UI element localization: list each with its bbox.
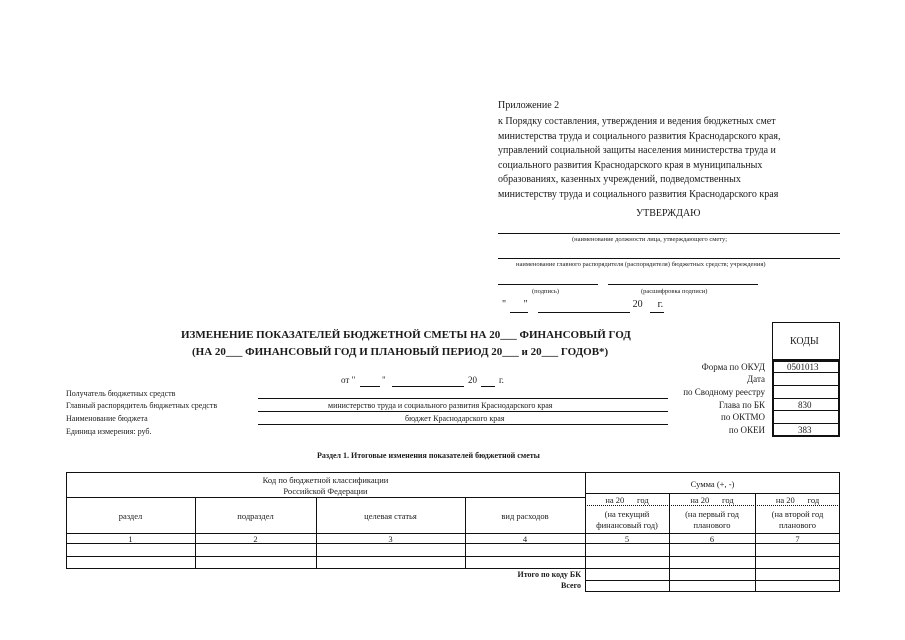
year-col-line1: (на текущий (604, 509, 650, 519)
table-col-rule (465, 497, 466, 569)
appendix-line: к Порядку составления, утверждения и ведения бюджетных смет (498, 116, 776, 127)
year-col-year: на 20 год (605, 495, 649, 505)
code-value: 0501013 (787, 362, 819, 372)
col-number: 2 (253, 534, 258, 544)
code-header2: Российской Федерации (283, 486, 368, 496)
year-col-year: на 20 год (775, 495, 820, 505)
appendix-title: Приложение 2 (498, 100, 560, 111)
col-header-target: целевая статья (364, 511, 417, 521)
manager-value: министерство труда и социального развития Краснодарского края (328, 401, 553, 410)
date-month-line (392, 386, 464, 387)
appendix-line: социального развития Краснодарского края в муниципальных (498, 159, 763, 171)
unit-label: Единица измерения: руб. (66, 427, 152, 436)
approve-date-line: " " 20 г. (502, 299, 664, 310)
signature-line (498, 284, 598, 285)
code-label: по ОКТМО (721, 412, 765, 422)
approve-org-line (498, 258, 840, 259)
year-col-line2: финансовый год) (596, 520, 658, 530)
code-label: Форма по ОКУД (701, 362, 765, 372)
code-label: Глава по БК (718, 400, 765, 410)
total-bk-label: Итого по коду БК (517, 570, 581, 579)
table-rule (66, 497, 585, 498)
appendix-line: министерству труда и социального развития Краснодарского края (498, 188, 779, 200)
date-g: г. (499, 375, 504, 385)
col-number: 4 (522, 534, 528, 544)
budget-value: бюджет Краснодарского края (405, 414, 505, 423)
approve-caption-decode: (расшифровка подписи) (641, 288, 708, 295)
year-col-line2: планового (778, 520, 817, 530)
recipient-label: Получатель бюджетных средств (66, 389, 176, 398)
col-number: 7 (795, 534, 800, 544)
codes-divider (774, 385, 838, 386)
code-label: Дата (747, 374, 765, 384)
approve-date-month-line (538, 312, 630, 313)
col-number: 6 (709, 534, 715, 544)
approve-position-line (498, 233, 840, 234)
manager-label: Главный распорядитель бюджетных средств (66, 401, 218, 410)
appendix-line: управлений социальной защиты населения министерства труда и (498, 145, 776, 156)
approve-caption-org: наименование главного распорядителя (распорядителя) бюджетных средств; учреждения) (516, 261, 766, 268)
table-col-rule (316, 497, 317, 569)
date-year-line (481, 386, 495, 387)
approve-caption-signature: (подпись) (532, 288, 559, 295)
code-value: 383 (798, 425, 812, 435)
approve-date-day-line (510, 312, 528, 313)
table-col-rule (195, 497, 196, 569)
year-col-year: на 20 год (690, 495, 734, 505)
appendix-line: образованиях, казенных учреждений, подведомственных (498, 174, 741, 185)
table-rule (66, 556, 840, 557)
recipient-line (258, 398, 668, 399)
col-number: 5 (624, 534, 630, 544)
total-label: Всего (561, 581, 581, 590)
codes-divider (774, 372, 838, 373)
budget-label: Наименование бюджета (66, 414, 148, 423)
codes-divider (774, 423, 838, 424)
approve-date-year-line (650, 312, 664, 313)
date-quote: " (382, 375, 386, 385)
col-header-expense: вид расходов (501, 511, 549, 521)
sum-header: Сумма (+, -) (690, 479, 735, 489)
code-label: по ОКЕИ (728, 425, 765, 435)
table-rule (585, 493, 840, 494)
doc-heading-line1: ИЗМЕНЕНИЕ ПОКАЗАТЕЛЕЙ БЮДЖЕТНОЙ СМЕТЫ НА 20___ ФИНАНСОВЫЙ ГОД (181, 329, 631, 341)
approve-caption-position: (наименование должности лица, утверждающего смету; (572, 236, 728, 243)
table-col-rule (585, 472, 586, 591)
manager-line (258, 411, 668, 412)
col-header-razdel: раздел (118, 511, 143, 521)
codes-divider (774, 410, 838, 411)
year-col-line2: планового (693, 520, 731, 530)
code-label: по Сводному реестру (683, 387, 765, 397)
date-year: 20 (468, 375, 477, 385)
year-col-line1: (на второй год (771, 509, 824, 519)
total-rule (585, 580, 840, 581)
decode-line (608, 284, 758, 285)
code-value: 830 (798, 400, 812, 410)
approve-title: УТВЕРЖДАЮ (636, 208, 701, 219)
date-from: от " (341, 375, 356, 385)
total-rule (585, 591, 840, 592)
table-rule (585, 505, 840, 506)
year-col-line1: (на первый год (685, 509, 739, 519)
budget-line (258, 424, 668, 425)
date-day-line (360, 386, 380, 387)
codes-header: КОДЫ (790, 336, 819, 347)
appendix-text (498, 115, 780, 202)
appendix-line: министерства труда и социального развития Краснодарского края, (498, 130, 781, 142)
section1-title: Раздел 1. Итоговые изменения показателей бюджетной сметы (317, 451, 540, 460)
code-header: Код по бюджетной классификации (262, 475, 389, 485)
doc-heading-line2: (НА 20___ ФИНАНСОВЫЙ ГОД И ПЛАНОВЫЙ ПЕРИОД 20___ и 20___ ГОДОВ*) (192, 346, 609, 358)
col-number: 3 (388, 534, 393, 544)
codes-divider (774, 398, 838, 399)
col-header-podrazdel: подраздел (237, 511, 274, 521)
col-number: 1 (128, 534, 133, 544)
